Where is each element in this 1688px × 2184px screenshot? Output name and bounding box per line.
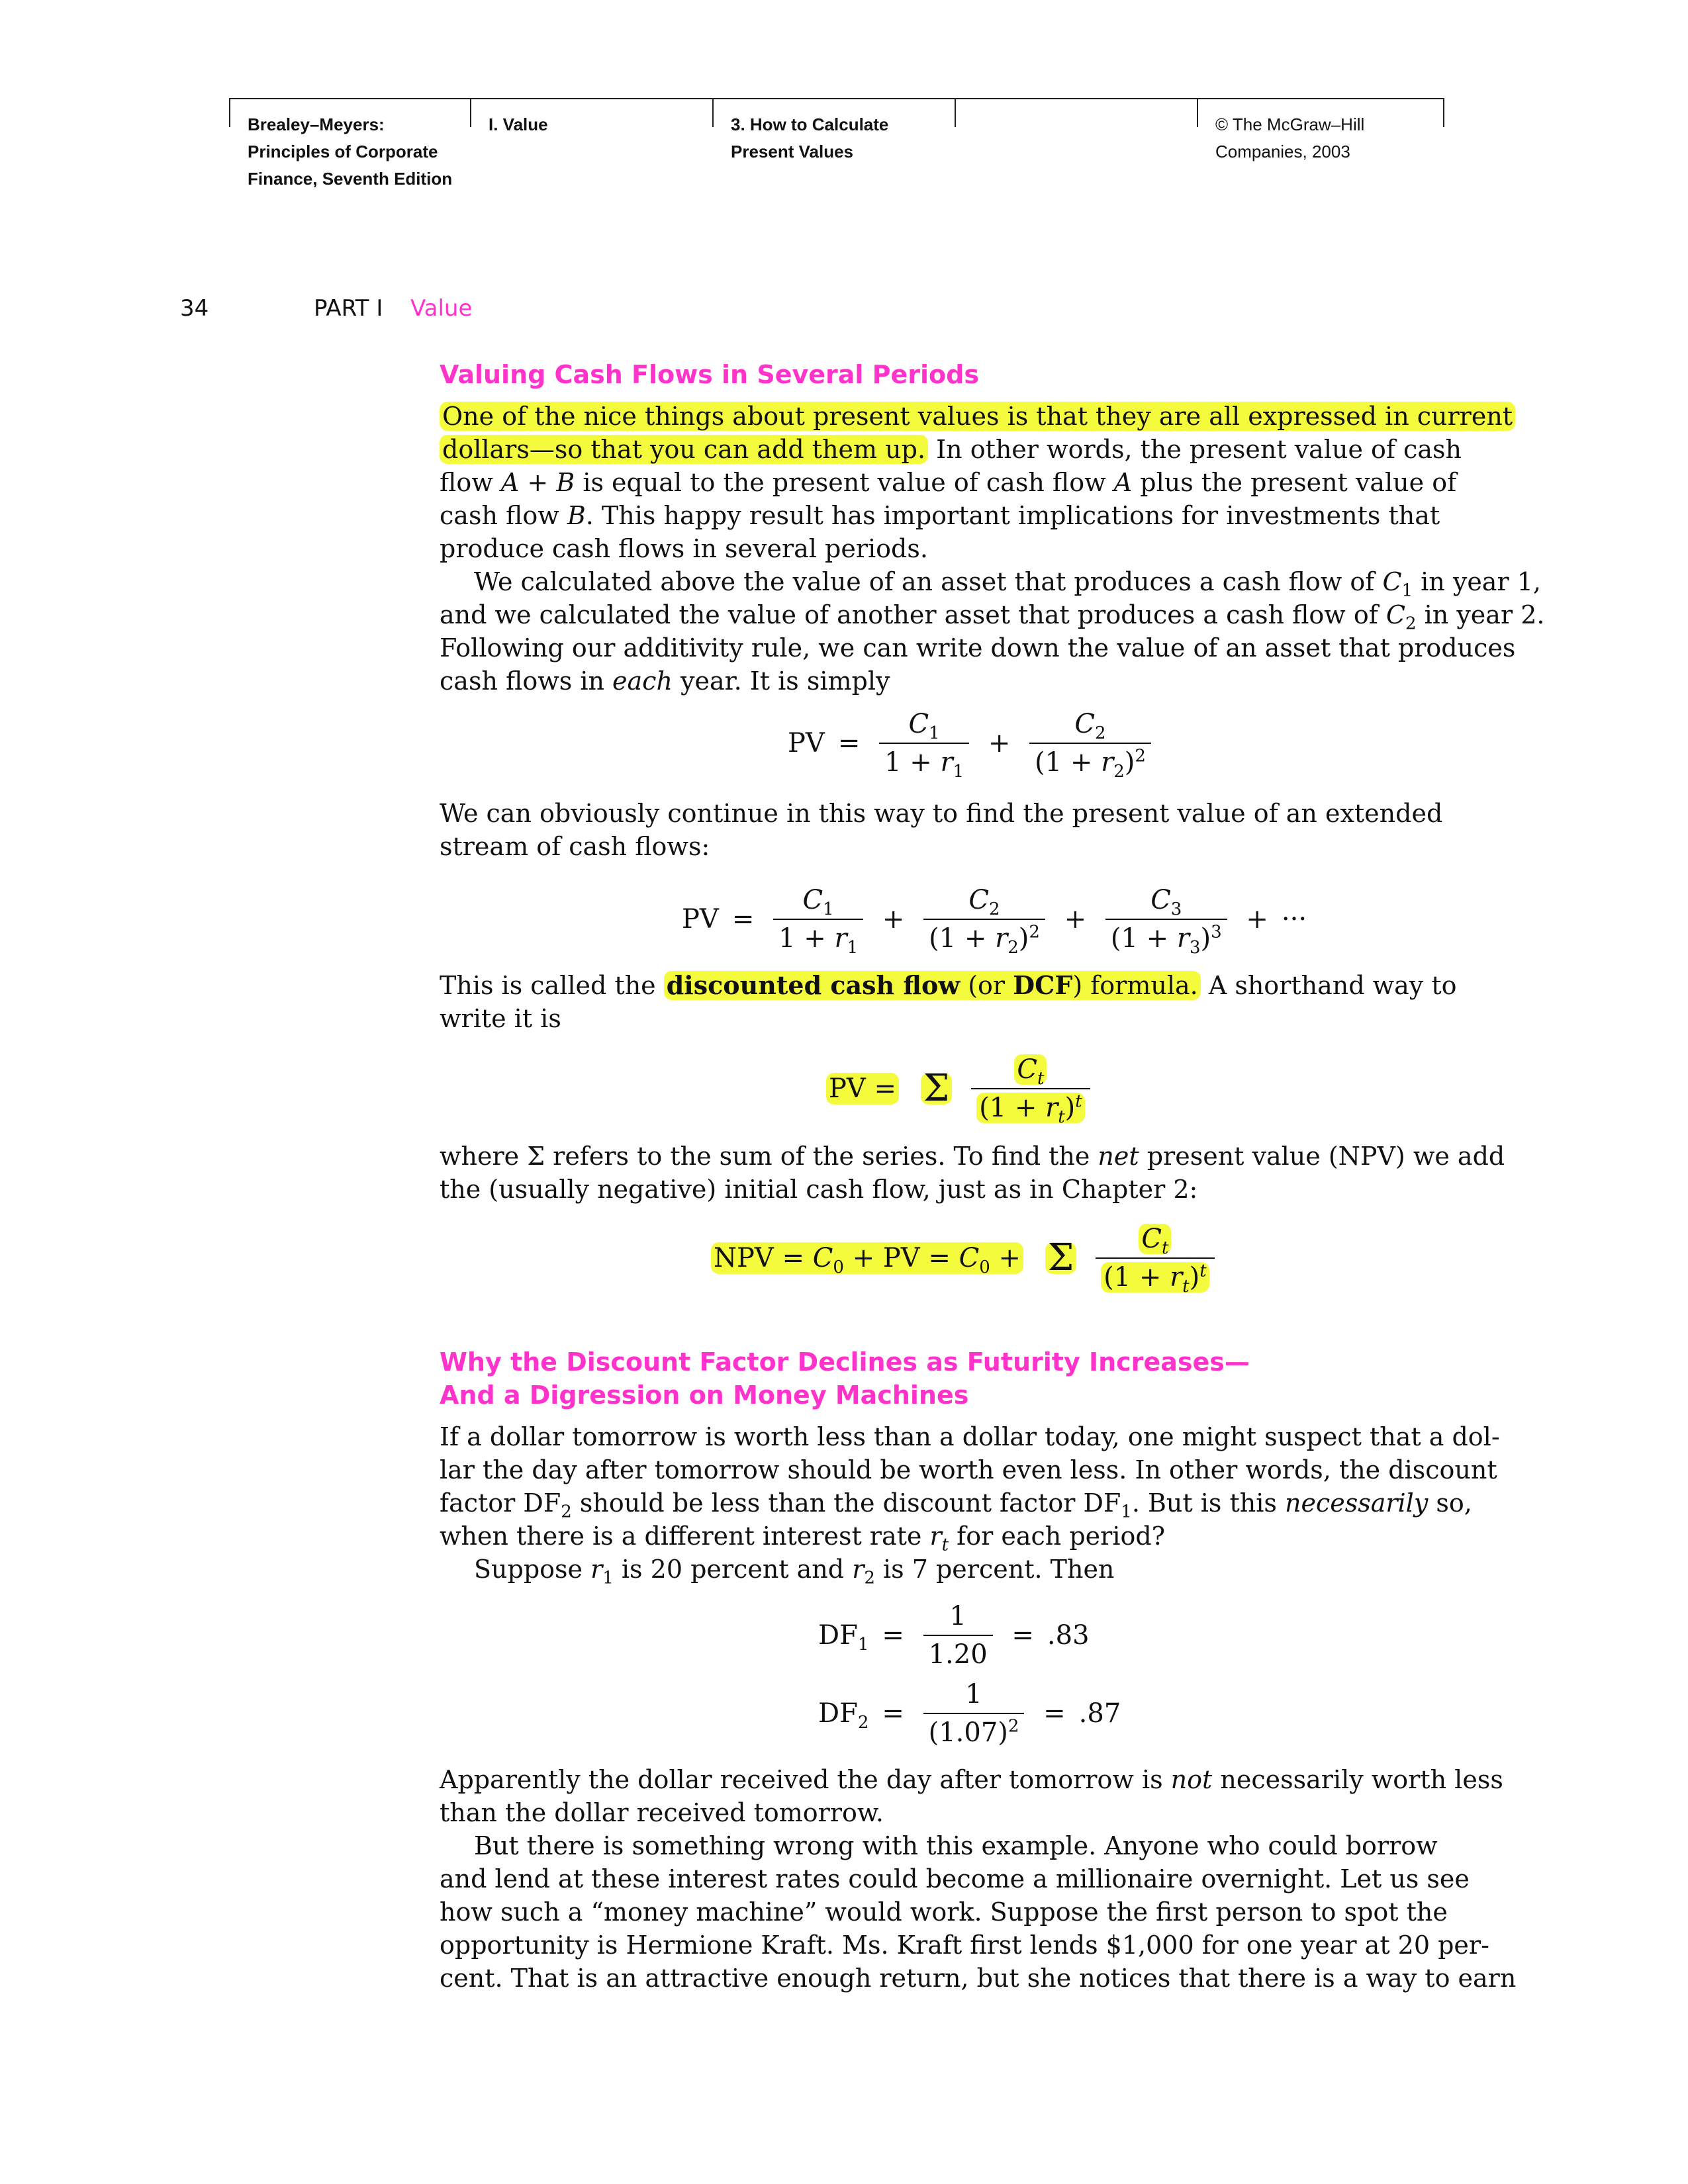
text: plus the present value of xyxy=(1132,468,1457,497)
eq-symbol: + xyxy=(1246,904,1268,934)
text-line: and lend at these interest rates could become a millionaire overnight. Let us see xyxy=(440,1864,1470,1893)
highlight xyxy=(711,1242,1023,1277)
text-line: lar the day after tomorrow should be worth even less. In other words, the discount xyxy=(440,1455,1497,1484)
eq-symbol: + xyxy=(882,904,905,934)
eq-symbol: PV xyxy=(682,904,719,934)
text-line xyxy=(440,969,1457,1002)
var: C xyxy=(812,1243,833,1273)
subscript: t xyxy=(941,1535,949,1555)
paragraph xyxy=(440,1420,1500,1588)
subscript: 1 xyxy=(1121,1502,1132,1522)
highlight: One of the nice things about present values is that they are all expressed in current xyxy=(440,402,1515,431)
superscript: 2 xyxy=(1029,922,1040,942)
text: ) xyxy=(1124,747,1135,778)
text: We calculated above the value of an asset that produces a cash flow of xyxy=(474,567,1383,596)
subscript: 2 xyxy=(1095,723,1106,743)
text-line: stream of cash flows: xyxy=(440,832,710,861)
eq-symbol: = xyxy=(882,1620,904,1651)
subscript: t xyxy=(1037,1069,1045,1089)
header-divider xyxy=(955,98,956,127)
equation-npv xyxy=(704,1223,1219,1297)
var: C xyxy=(802,885,823,915)
eq-symbol: = xyxy=(1043,1698,1066,1729)
text: is 20 percent and xyxy=(613,1555,853,1584)
header-book-line: Brealey–Meyers: xyxy=(248,114,385,134)
denominator: 1.20 xyxy=(928,1639,988,1670)
paragraph xyxy=(440,797,1443,863)
text: A shorthand way to xyxy=(1200,971,1457,1000)
fraction xyxy=(923,1678,1025,1749)
eq-symbol: PV xyxy=(788,728,825,758)
subscript: t xyxy=(1182,1277,1190,1297)
eq-symbol: = xyxy=(731,904,755,934)
text: present value (NPV) we add xyxy=(1139,1142,1505,1171)
text-line xyxy=(440,1520,1432,1553)
text: (1 + xyxy=(979,1093,1046,1123)
text: ) xyxy=(1064,1093,1076,1123)
text: for each period? xyxy=(949,1522,1166,1551)
var: C xyxy=(1150,885,1171,915)
text: 1 + xyxy=(884,747,941,778)
paragraph xyxy=(440,1140,1505,1206)
subscript: 1 xyxy=(602,1568,614,1588)
highlight xyxy=(826,1073,899,1105)
header-rule xyxy=(229,98,1444,99)
var: r xyxy=(1045,1093,1058,1123)
section-heading: And a Digression on Money Machines xyxy=(440,1381,969,1410)
text-line xyxy=(440,1763,1503,1796)
header-chapter-line: Present Values xyxy=(731,142,853,161)
text: B xyxy=(556,468,575,497)
text-line: than the dollar received tomorrow. xyxy=(440,1798,884,1827)
superscript: 2 xyxy=(1135,746,1146,766)
text: A xyxy=(1113,468,1133,497)
subscript: 2 xyxy=(864,1568,875,1588)
paragraph xyxy=(440,1829,1517,1995)
header-copyright-line: Companies, 2003 xyxy=(1215,142,1350,161)
text: not xyxy=(1170,1765,1213,1794)
highlight: dollars—so that you can add them up. xyxy=(440,435,928,464)
numerator: 1 xyxy=(923,1678,1025,1714)
subscript: t xyxy=(1161,1238,1169,1258)
text: This is called the xyxy=(440,971,664,1000)
subscript: 1 xyxy=(823,899,834,919)
var: C xyxy=(968,885,990,915)
subscript: 3 xyxy=(1189,938,1201,958)
text: A xyxy=(500,468,520,497)
header-chapter xyxy=(731,111,888,165)
eq-symbol: + xyxy=(998,1243,1021,1273)
text: . But is this xyxy=(1131,1488,1285,1518)
var: r xyxy=(940,747,953,778)
eq-symbol: ··· xyxy=(1281,904,1307,934)
text: ) xyxy=(1189,1262,1200,1293)
text: net xyxy=(1098,1142,1139,1171)
superscript: 2 xyxy=(1008,1716,1019,1737)
subscript: 0 xyxy=(833,1257,844,1277)
text-line xyxy=(440,400,1513,433)
text: C xyxy=(1382,567,1402,596)
eq-symbol: DF xyxy=(818,1698,858,1729)
text: necessarily worth less xyxy=(1212,1765,1503,1794)
text: (1 + xyxy=(929,923,996,954)
header-divider xyxy=(229,98,230,127)
fraction xyxy=(1096,1223,1215,1297)
eq-symbol: + xyxy=(852,1243,875,1273)
header-book-info xyxy=(248,111,452,193)
page-number: 34 xyxy=(180,295,209,322)
text: Apparently the dollar received the day after tomorrow is xyxy=(440,1765,1171,1794)
equation-df1 xyxy=(812,1600,1096,1670)
text-line: If a dollar tomorrow is worth less than a dollar today, one might suspect that a dol- xyxy=(440,1422,1500,1451)
text: necessarily xyxy=(1284,1488,1429,1518)
paragraph xyxy=(440,565,1545,698)
header-divider xyxy=(712,98,714,127)
text: (1 + xyxy=(1035,747,1102,778)
text: ) xyxy=(1018,923,1029,954)
text-line xyxy=(440,499,1440,532)
text: factor DF xyxy=(440,1488,561,1518)
text: and we calculated the value of another asset that produces a cash flow of xyxy=(440,600,1386,629)
text-line: the (usually negative) initial cash flow, just as in Chapter 2: xyxy=(440,1175,1198,1204)
equation-pv-two-period xyxy=(781,708,1155,782)
text: In other words, the present value of cash xyxy=(928,435,1462,464)
section-heading: Valuing Cash Flows in Several Periods xyxy=(440,360,979,389)
var: r xyxy=(929,1522,942,1551)
var: r xyxy=(1176,923,1190,954)
var: r xyxy=(834,923,847,954)
text-line: Following our additivity rule, we can write down the value of an asset that produces xyxy=(440,633,1516,662)
eq-symbol: = xyxy=(837,728,861,758)
text: in year 2. xyxy=(1416,600,1545,629)
subscript: 1 xyxy=(847,938,859,958)
text-line: produce cash flows in several periods. xyxy=(440,534,928,563)
subscript: 3 xyxy=(1170,899,1182,919)
text-line xyxy=(440,433,1462,466)
subscript: 2 xyxy=(1008,938,1019,958)
text-line xyxy=(440,565,1541,601)
fraction xyxy=(1029,708,1151,782)
text: where Σ refers to the sum of the series. To find the xyxy=(440,1142,1098,1171)
fraction xyxy=(971,1054,1090,1127)
text-line: cent. That is an attractive enough return, but she notices that there is a way to earn xyxy=(440,1964,1517,1993)
header-divider xyxy=(1443,98,1444,127)
subscript: 2 xyxy=(1113,762,1125,782)
text: ) xyxy=(1200,923,1211,954)
text: is equal to the present value of cash flow xyxy=(575,468,1114,497)
text-line: We can obviously continue in this way to find the present value of an extended xyxy=(440,799,1443,828)
text: DCF xyxy=(1013,970,1073,1000)
text: flow xyxy=(440,468,501,497)
subscript: 1 xyxy=(929,723,940,743)
section-heading: Why the Discount Factor Declines as Futurity Increases— xyxy=(440,1347,1250,1377)
subscript: 1 xyxy=(1401,580,1413,601)
text-line: opportunity is Hermione Kraft. Ms. Kraft first lends $1,000 for one year at 20 per- xyxy=(440,1931,1489,1960)
header-book-line: Principles of Corporate xyxy=(248,142,438,161)
text-line: how such a “money machine” would work. Suppose the first person to spot the xyxy=(440,1897,1448,1927)
fraction xyxy=(879,708,969,782)
header-divider xyxy=(470,98,471,127)
fraction xyxy=(773,884,863,958)
text: 1 + xyxy=(778,923,835,954)
text: is 7 percent. Then xyxy=(874,1555,1115,1584)
text: discounted cash flow xyxy=(666,970,961,1000)
text-line xyxy=(440,1140,1505,1173)
paragraph xyxy=(440,400,1513,565)
sigma-symbol: Σ xyxy=(1045,1242,1077,1274)
text-line: write it is xyxy=(440,1004,561,1033)
fraction xyxy=(923,884,1045,958)
eq-symbol: = xyxy=(882,1698,904,1729)
eq-symbol: = xyxy=(1011,1620,1034,1651)
text: C xyxy=(1385,600,1405,629)
var: r xyxy=(852,1555,865,1584)
text: (1 + xyxy=(1103,1262,1170,1293)
denominator: (1.07) xyxy=(928,1717,1008,1748)
eq-symbol: = xyxy=(874,1073,897,1104)
text-line xyxy=(440,1486,1472,1522)
var: r xyxy=(995,923,1008,954)
header-copyright xyxy=(1215,111,1364,165)
text: + xyxy=(519,468,557,497)
text: cash flows in xyxy=(440,666,613,696)
equation-pv-series xyxy=(675,884,1313,958)
part-label: PART I xyxy=(314,295,383,322)
superscript: 3 xyxy=(1211,922,1222,942)
fraction xyxy=(1105,884,1227,958)
subscript: 1 xyxy=(857,1635,869,1655)
eq-symbol: DF xyxy=(818,1620,858,1651)
subscript: 0 xyxy=(979,1257,990,1277)
text: (1 + xyxy=(1110,923,1177,954)
text-line xyxy=(440,598,1545,634)
text-line xyxy=(440,664,1432,698)
text: . This happy result has important implications for investments that xyxy=(585,501,1440,530)
result-value: .83 xyxy=(1047,1620,1090,1651)
subscript: 2 xyxy=(561,1502,572,1522)
var: r xyxy=(590,1555,603,1584)
subscript: 2 xyxy=(857,1713,869,1733)
text: so, xyxy=(1428,1488,1472,1518)
text: each xyxy=(612,666,673,696)
text: (or xyxy=(960,971,1013,1000)
subscript: t xyxy=(1058,1107,1065,1127)
sigma-symbol: Σ xyxy=(921,1073,953,1105)
text-line xyxy=(440,1553,1432,1586)
text: Suppose xyxy=(474,1555,591,1584)
header-copyright-line: © The McGraw–Hill xyxy=(1215,114,1365,134)
eq-symbol: PV xyxy=(882,1243,920,1273)
superscript: t xyxy=(1199,1261,1207,1281)
paragraph xyxy=(440,969,1457,1035)
subscript: 2 xyxy=(989,899,1000,919)
subscript: 1 xyxy=(953,762,964,782)
highlight xyxy=(664,971,1201,1000)
eq-symbol: + xyxy=(1064,904,1087,934)
superscript: t xyxy=(1075,1091,1082,1112)
eq-symbol: PV xyxy=(829,1073,866,1104)
part-title: Value xyxy=(410,295,473,322)
header-book-line: Finance, Seventh Edition xyxy=(248,169,453,189)
equation-pv-sum xyxy=(820,1054,1094,1127)
result-value: .87 xyxy=(1078,1698,1121,1729)
subscript: 2 xyxy=(1405,614,1417,634)
var: C xyxy=(1141,1224,1162,1254)
header-divider xyxy=(1197,98,1198,127)
text: should be less than the discount factor DF xyxy=(571,1488,1121,1518)
text: in year 1, xyxy=(1413,567,1541,596)
fraction xyxy=(923,1600,993,1670)
var: C xyxy=(1074,709,1096,739)
text-line: But there is something wrong with this example. Anyone who could borrow xyxy=(474,1831,1438,1860)
eq-symbol: + xyxy=(988,728,1011,758)
header-part-line: I. Value xyxy=(489,114,548,134)
text-line xyxy=(440,466,1457,499)
numerator: 1 xyxy=(923,1600,993,1636)
header-chapter-line: 3. How to Calculate xyxy=(731,114,889,134)
var: r xyxy=(1101,747,1114,778)
eq-symbol: = xyxy=(782,1243,805,1273)
header-part xyxy=(489,111,548,138)
var: C xyxy=(1017,1054,1037,1085)
var: C xyxy=(908,709,929,739)
text: when there is a different interest rate xyxy=(440,1522,930,1551)
var: C xyxy=(959,1243,980,1273)
paragraph xyxy=(440,1763,1503,1829)
eq-symbol: = xyxy=(928,1243,951,1273)
var: r xyxy=(1170,1262,1183,1293)
text: B xyxy=(567,501,586,530)
eq-symbol: NPV xyxy=(714,1243,774,1273)
text: year. It is simply xyxy=(672,666,890,696)
text: cash flow xyxy=(440,501,567,530)
text: ) formula. xyxy=(1072,971,1198,1000)
equation-df2 xyxy=(812,1678,1127,1749)
